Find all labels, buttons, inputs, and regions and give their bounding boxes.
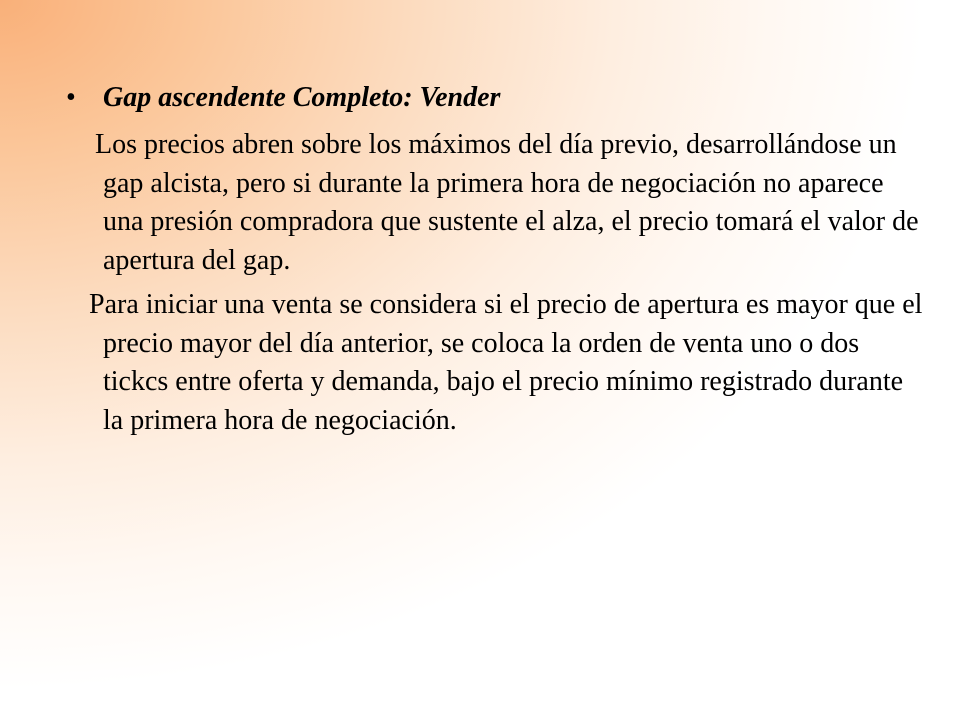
slide-heading: Gap ascendente Completo: Vender [103,82,501,113]
body-paragraph-2: Para iniciar una venta se considera si el precio de apertura es mayor que el precio mayor del día anterior, se coloca la orden de venta uno o dos tickcs entre oferta y demanda, bajo el precio mínimo registrado durante la primera hora de negociación. [89,289,923,436]
body-paragraph-1: Los precios abren sobre los máximos del día previo, desarrollándose un gap alcista, pero si durante la primera hora de negociación no aparece una presión compradora que sustente el alza, el precio tomará el valor de apertura del gap. [95,129,919,276]
bullet-marker: • [66,82,76,113]
